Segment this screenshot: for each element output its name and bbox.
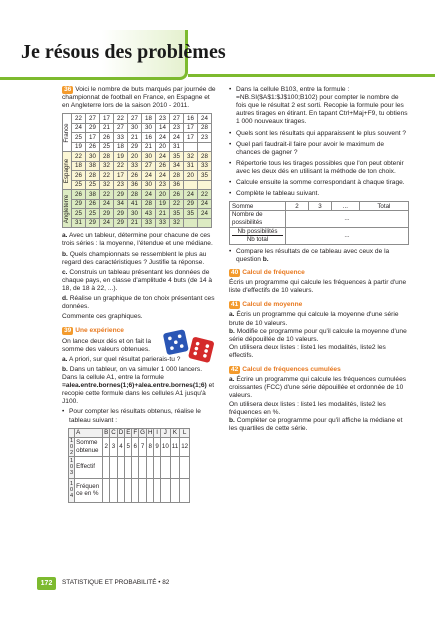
simulation-row-effectif: [69, 456, 190, 478]
goals-cell: 22: [198, 190, 212, 200]
possibilities-cell: 3: [309, 202, 332, 211]
question-41a: Écris un programme qui calcule la moyenne d'une série brute de 10 valeurs.: [229, 311, 399, 327]
goals-cell: 33: [198, 161, 212, 171]
empty-cell: [110, 456, 117, 478]
country-name: Espagne: [63, 158, 71, 184]
question-41b-lists: On utilisera deux listes : liste1 les modalités, liste2 les effectifs.: [229, 343, 386, 360]
bullet-count-results: • Pour compter les résultats obtenus, réalise le tableau suivant :: [62, 408, 217, 424]
goals-cell: 22: [114, 161, 128, 171]
goals-cell: 29: [114, 218, 128, 228]
goals-cell: 28: [86, 171, 100, 181]
goals-cell: 32: [100, 161, 114, 171]
empty-cell: [117, 478, 124, 502]
sum-value: 7: [139, 437, 147, 456]
possibilities-cell: Somme: [230, 202, 286, 211]
title-rule: [188, 74, 435, 77]
goals-cell: 18: [114, 142, 128, 152]
goals-cell: 28: [198, 123, 212, 133]
bullet-compute-sum: • Calcule ensuite la somme correspondant à chaque tirage.: [229, 179, 409, 187]
empty-cell: [170, 478, 179, 502]
goals-cell: 25: [86, 209, 100, 219]
page-number: 172: [37, 577, 56, 590]
goals-cell: 23: [170, 123, 184, 133]
goals-cell: 23: [156, 180, 170, 190]
exercise-36-intro: Voici le nombre de buts marqués par journée de championnat de football en France, en Espagne et en Angleterre lors de la saison 2010 - 2011.: [62, 86, 216, 110]
question-a-marker: a.: [62, 355, 68, 363]
goals-cell: 20: [156, 142, 170, 152]
question-36d: Réalise un graphique de ton choix présentant ces données.: [62, 295, 215, 311]
row-index: 1 0 2: [70, 437, 74, 456]
goals-cell: 24: [72, 123, 86, 133]
empty-cell: [139, 478, 147, 502]
goals-row: [63, 133, 212, 143]
sum-value: 10: [160, 437, 170, 456]
ratio-denominator: Nb total: [246, 236, 269, 244]
goals-cell: 22: [100, 190, 114, 200]
goals-cell: 20: [128, 152, 142, 162]
goals-cell: 19: [156, 199, 170, 209]
goals-cell: 29: [100, 209, 114, 219]
column-header: L: [180, 428, 190, 437]
ratio-numerator: Nb possibilités: [232, 228, 283, 237]
empty-cell: [132, 478, 139, 502]
goals-cell: [184, 180, 198, 190]
goals-cell: 20: [156, 190, 170, 200]
empty-cell: [110, 478, 117, 502]
exercise-number-42: 42: [231, 366, 239, 374]
question-b-marker: b.: [62, 365, 68, 373]
goals-cell: 17: [86, 133, 100, 143]
goals-row: [63, 114, 212, 124]
goals-cell: 35: [170, 152, 184, 162]
goals-cell: 19: [114, 152, 128, 162]
goals-cell: 24: [156, 152, 170, 162]
goals-cell: 31: [170, 142, 184, 152]
goals-cell: 33: [128, 161, 142, 171]
goals-cell: 26: [170, 190, 184, 200]
goals-row: [63, 123, 212, 133]
question-39b-end: et recopie cette formule dans les cellules A1 jusqu'à J100.: [62, 382, 215, 406]
goals-cell: 26: [86, 142, 100, 152]
goals-cell: 29: [114, 190, 128, 200]
empty-cell: [160, 478, 170, 502]
question-36c: Construis un tableau présentant les données de chaque pays, en classe d'amplitude 4 buts (de 14 à 18, de 18 à 22, ...).: [62, 268, 213, 292]
column-header: C: [111, 428, 116, 436]
goals-table: [62, 113, 212, 228]
goals-cell: 25: [86, 180, 100, 190]
country-label: [63, 114, 72, 152]
exercise-39-title: Une expérience: [75, 327, 124, 335]
column-header: K: [170, 428, 179, 437]
goals-cell: 16: [184, 114, 198, 124]
question-36b: Quels championnats se ressemblent le plus au regard des caractéristiques ? Justifie ta réponse.: [62, 250, 207, 266]
goals-cell: 22: [100, 171, 114, 181]
exercise-40: [229, 269, 409, 295]
goals-cell: 27: [128, 114, 142, 124]
goals-cell: 25: [72, 209, 86, 219]
simulation-table: [68, 428, 190, 503]
bullet-compare-text: Compare les résultats de ce tableau avec ceux de la question: [236, 247, 390, 263]
page-title: Je résous des problèmes: [21, 41, 226, 63]
goals-cell: 17: [114, 171, 128, 181]
sum-value: 12: [180, 437, 190, 456]
goals-cell: 23: [198, 133, 212, 143]
goals-cell: 22: [114, 114, 128, 124]
goals-cell: 31: [184, 161, 198, 171]
column-header: A: [75, 428, 103, 437]
question-a-marker: a.: [229, 376, 235, 384]
goals-cell: 29: [72, 199, 86, 209]
goals-cell: 24: [156, 133, 170, 143]
goals-cell: 25: [100, 142, 114, 152]
goals-cell: 26: [86, 199, 100, 209]
empty-cell: [180, 456, 190, 478]
goals-cell: 28: [100, 152, 114, 162]
goals-cell: [198, 142, 212, 152]
exercise-41: [229, 301, 409, 360]
column-header: F: [133, 428, 138, 436]
empty-cell: [146, 478, 153, 502]
goals-cell: 35: [170, 209, 184, 219]
empty-cell: [117, 456, 124, 478]
possibilities-cell: ...: [332, 202, 360, 211]
question-39a: A priori, sur quel résultat parierais-tu ?: [68, 355, 181, 363]
exercise-39: [62, 327, 217, 502]
goals-cell: 16: [142, 133, 156, 143]
goals-cell: 41: [128, 199, 142, 209]
row-label: Somme obtenue: [75, 437, 103, 456]
row-label: Effectif: [75, 456, 103, 478]
goals-cell: 23: [114, 180, 128, 190]
goals-cell: 43: [142, 209, 156, 219]
question-a-marker: a.: [62, 232, 68, 240]
exercise-number-39: 39: [64, 327, 72, 335]
goals-cell: 21: [156, 209, 170, 219]
goals-cell: 26: [72, 171, 86, 181]
goals-cell: 24: [198, 114, 212, 124]
goals-cell: 26: [100, 133, 114, 143]
sum-value: 4: [117, 437, 124, 456]
bullet-compare: [229, 248, 409, 264]
goals-cell: 29: [184, 199, 198, 209]
goals-cell: 25: [72, 133, 86, 143]
exercise-41-title: Calcul de moyenne: [242, 301, 303, 309]
goals-cell: 19: [72, 142, 86, 152]
goals-row: [63, 218, 212, 228]
bullet-formula-nbsi: • Dans la cellule B103, entre la formule : =NB.SI($A$1:$J$100;B102) pour compter le nombre de fois que le résultat 2 est sorti. Recopie la formule pour les autres tirages en étirant. En tapant Ctrl+Maj+F9, tu obtiens 1 000 nouveaux tirages.: [229, 86, 409, 127]
goals-cell: 32: [100, 180, 114, 190]
column-header: I: [154, 428, 160, 437]
empty-cell: [139, 456, 147, 478]
simulation-row-somme: [69, 437, 190, 456]
country-name: Angleterre: [63, 194, 71, 224]
column-header: G: [140, 428, 145, 436]
country-label: [63, 190, 72, 228]
bullet-list-draws: • Répertorie tous les tirages possibles que l'on peut obtenir avec les deux dés en utilisant la méthode de ton choix.: [229, 160, 409, 176]
column-header: H: [147, 428, 153, 436]
goals-cell: 21: [128, 133, 142, 143]
goals-cell: 38: [86, 161, 100, 171]
goals-cell: [198, 218, 212, 228]
goals-cell: 32: [184, 152, 198, 162]
empty-cell: [132, 456, 139, 478]
goals-cell: 22: [170, 199, 184, 209]
dice-icon: [163, 327, 217, 367]
goals-cell: 33: [156, 218, 170, 228]
goals-cell: 31: [72, 218, 86, 228]
goals-cell: 17: [184, 123, 198, 133]
row-label: Nombre de possibilités: [230, 211, 286, 227]
question-39b: Dans un tableur, on va simuler 1 000 lancers. Dans la cellule A1, entre la formule: [62, 365, 203, 381]
empty-cell: [146, 456, 153, 478]
goals-row: [63, 171, 212, 181]
goals-cell: 24: [100, 199, 114, 209]
country-label: [63, 152, 72, 190]
exercise-36: [62, 86, 217, 321]
goals-row: [63, 142, 212, 152]
possibilities-cell: 2: [286, 202, 309, 211]
goals-row: [63, 199, 212, 209]
empty-cell: [103, 456, 110, 478]
exercise-40-title: Calcul de fréquence: [242, 269, 305, 277]
goals-cell: 17: [100, 114, 114, 124]
goals-cell: 24: [170, 133, 184, 143]
sum-value: 8: [146, 437, 153, 456]
question-b-marker: b.: [229, 327, 235, 335]
empty-cell: [180, 478, 190, 502]
goals-cell: 35: [198, 171, 212, 181]
goals-cell: 14: [156, 123, 170, 133]
question-c-marker: c.: [62, 268, 68, 276]
sum-value: 6: [132, 437, 139, 456]
goals-cell: 36: [170, 180, 184, 190]
goals-cell: 27: [142, 161, 156, 171]
goals-row: [63, 180, 212, 190]
goals-cell: 30: [128, 209, 142, 219]
sum-value: 3: [110, 437, 117, 456]
goals-row: [63, 190, 212, 200]
possibilities-table: [229, 201, 409, 245]
goals-cell: 35: [184, 209, 198, 219]
question-b-marker: b.: [62, 250, 68, 258]
column-header: B: [104, 428, 109, 436]
goals-cell: 24: [142, 171, 156, 181]
goals-cell: 24: [184, 190, 198, 200]
goals-cell: 24: [156, 171, 170, 181]
goals-cell: 22: [72, 152, 86, 162]
goals-cell: 33: [142, 218, 156, 228]
question-d-marker: d.: [62, 295, 68, 303]
goals-cell: 18: [72, 161, 86, 171]
goals-cell: 29: [86, 218, 100, 228]
exercise-42: [229, 366, 409, 433]
sum-value: 11: [170, 437, 179, 456]
question-36a: Avec un tableur, détermine pour chacune de ces trois séries : la moyenne, l'étendue et une médiane.: [62, 232, 213, 248]
exercise-36-outro: Commente ces graphiques.: [62, 313, 143, 321]
exercise-number-40: 40: [231, 269, 239, 277]
goals-cell: 17: [184, 133, 198, 143]
goals-cell: 27: [170, 114, 184, 124]
goals-cell: 18: [142, 114, 156, 124]
empty-cell: [103, 478, 110, 502]
sum-value: 5: [125, 437, 132, 456]
goals-cell: 28: [142, 199, 156, 209]
row-dots: ...: [286, 211, 409, 227]
simulation-row-frequence: [69, 478, 190, 502]
goals-row: [63, 161, 212, 171]
goals-cell: [184, 218, 198, 228]
possibilities-row-ratio: [230, 227, 409, 244]
goals-cell: 26: [128, 171, 142, 181]
question-ref: b.: [262, 255, 269, 263]
simulation-header-row: [69, 428, 190, 437]
empty-cell: [170, 456, 179, 478]
goals-cell: 29: [86, 123, 100, 133]
sum-value: 9: [154, 437, 160, 456]
row-index: 1 0 3: [70, 458, 74, 477]
right-column: [229, 86, 409, 435]
column-header: E: [126, 428, 131, 436]
goals-cell: 33: [114, 133, 128, 143]
goals-cell: 30: [142, 180, 156, 190]
page-footer: [30, 577, 435, 591]
goals-cell: 24: [100, 218, 114, 228]
exercise-39-intro: On lance deux dés et on fait la somme des valeurs obtenues.: [62, 337, 152, 353]
exercise-number-36: 36: [64, 86, 72, 93]
title-banner: [0, 30, 226, 80]
goals-cell: 24: [198, 199, 212, 209]
goals-cell: 26: [156, 161, 170, 171]
goals-cell: 23: [156, 114, 170, 124]
goals-cell: 36: [128, 180, 142, 190]
column-header: J: [160, 428, 170, 437]
row-label: Fréquen ce en %: [75, 478, 103, 502]
sum-value: 2: [103, 437, 110, 456]
goals-cell: 27: [86, 114, 100, 124]
goals-cell: [198, 180, 212, 190]
goals-cell: 32: [170, 218, 184, 228]
exercise-number-41: 41: [231, 301, 239, 309]
formula-alea: =alea.entre.bornes(1;6)+alea.entre.bornes(1;6): [62, 382, 207, 390]
goals-cell: 27: [114, 123, 128, 133]
goals-cell: 22: [72, 114, 86, 124]
goals-cell: 34: [170, 161, 184, 171]
possibilities-row-somme: [230, 202, 409, 211]
goals-cell: 24: [142, 190, 156, 200]
goals-cell: 28: [128, 190, 142, 200]
question-42a: Écrire un programme qui calcule les fréquences cumulées croissantes (FCC) d'une série dépouillée et ordonnée de 10 valeurs.: [229, 376, 407, 400]
question-a-marker: a.: [229, 311, 235, 319]
goals-cell: 25: [72, 180, 86, 190]
question-41b: Modifie ce programme pour qu'il calcule la moyenne d'une série dépouillée de 10 valeurs.: [229, 327, 407, 343]
possibilities-row-count: [230, 211, 409, 227]
row-index: 1 0 4: [69, 478, 75, 502]
goals-cell: 24: [198, 209, 212, 219]
goals-cell: 30: [86, 152, 100, 162]
exercise-40-text: Écris un programme qui calcule les fréquences à partir d'une liste d'effectifs de 10 valeurs.: [229, 279, 407, 295]
bullet-best-bet: • Quel pari faudrait-il faire pour avoir le maximum de chances de gagner ?: [229, 141, 409, 157]
empty-cell: [160, 456, 170, 478]
empty-cell: [125, 456, 132, 478]
question-42b: Compléter ce programme pour qu'il affiche la médiane et les quartiles de cette série.: [229, 416, 403, 432]
goals-cell: 29: [128, 142, 142, 152]
goals-cell: 30: [128, 123, 142, 133]
goals-cell: 30: [142, 123, 156, 133]
empty-cell: [125, 478, 132, 502]
country-name: France: [63, 123, 71, 143]
goals-cell: [184, 142, 198, 152]
column-header: D: [118, 428, 124, 436]
bullet-complete-table: • Complète le tableau suivant.: [229, 190, 409, 198]
goals-cell: 38: [86, 190, 100, 200]
left-column: [62, 86, 217, 503]
goals-cell: 21: [128, 218, 142, 228]
row-dots: ...: [286, 227, 409, 244]
bullet-most-frequent: • Quels sont les résultats qui apparaissent le plus souvent ?: [229, 130, 409, 138]
goals-cell: 20: [184, 171, 198, 181]
goals-row: [63, 209, 212, 219]
goals-row: [63, 152, 212, 162]
goals-cell: 34: [114, 199, 128, 209]
goals-cell: 29: [114, 209, 128, 219]
footer-chapter: STATISTIQUE ET PROBABILITÉ • 82: [62, 579, 170, 586]
goals-cell: 28: [198, 152, 212, 162]
goals-cell: 21: [142, 142, 156, 152]
ratio-label: [230, 227, 286, 244]
dice-illustration: [163, 327, 217, 367]
goals-cell: 26: [72, 190, 86, 200]
exercise-42-title: Calcul de fréquences cumulées: [242, 366, 341, 374]
possibilities-cell: Total: [359, 202, 408, 211]
question-42a-lists: On utilisera deux listes : liste1 les modalités, liste2 les fréquences en %.: [229, 400, 386, 416]
goals-cell: 21: [100, 123, 114, 133]
goals-cell: 28: [170, 171, 184, 181]
question-b-marker: b.: [229, 416, 235, 424]
goals-cell: 30: [142, 152, 156, 162]
